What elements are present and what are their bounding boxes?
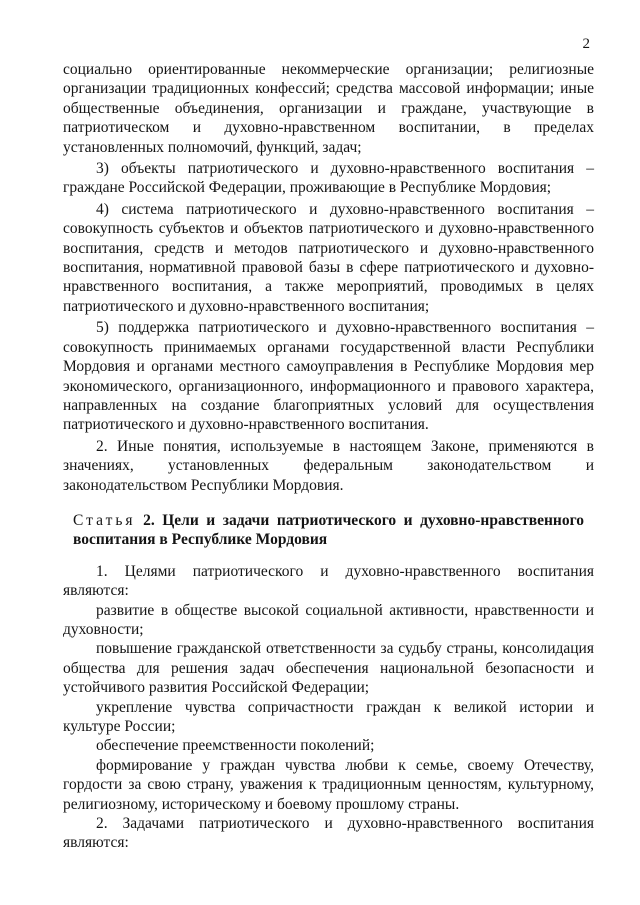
article-heading xyxy=(63,511,594,550)
paragraph-subjects-continued: социально ориентированные некоммерческие организации; религиозные организации традиционных конфессий; средства массовой информации; иные общественные объединения, организации и граждане, участвующие в патриотическом и духовно-нравственном воспитании, в пределах установленных полномочий, функций, задач; xyxy=(63,61,594,156)
paragraph-definition-4: 4) система патриотического и духовно-нравственного воспитания – совокупность субъектов и объектов патриотического и духовно-нравственного воспитания, средств и методов патриотического и духовно-нравственного воспитания, нормативной правовой базы в сфере патриотического и духовно-нравственного воспитания, а также мероприятий, проводимых в целях патриотического и духовно-нравственного воспитания; xyxy=(63,200,594,315)
paragraph-goals-intro: 1. Целями патриотического и духовно-нравственного воспитания являются: xyxy=(63,562,594,600)
article-number: 2. xyxy=(143,511,155,529)
paragraph-other-terms: 2. Иные понятия, используемые в настоящем Законе, применяются в значениях, установленных федеральным законодательством и законодательством Республики Мордовия. xyxy=(63,437,594,494)
paragraph-goal-1: развитие в обществе высокой социальной активности, нравственности и духовности; xyxy=(63,601,594,638)
page-number: 2 xyxy=(582,36,590,52)
paragraph-goal-3: укрепление чувства сопричастности граждан к великой истории и культуре России; xyxy=(63,698,594,735)
article-word: Статья xyxy=(73,511,136,529)
paragraph-goal-5: формирование у граждан чувства любви к семье, своему Отечеству, гордости за свою страну, уважения к традиционным ценностям, культурному, религиозному, историческому и боевому прошлому страны. xyxy=(63,756,594,813)
article-title: Цели и задачи патриотического и духовно-нравственного воспитания в Республике Мордовия xyxy=(73,511,585,549)
paragraph-definition-5: 5) поддержка патриотического и духовно-нравственного воспитания – совокупность принимаемых органами государственной власти Республики Мордовия и органами местного самоуправления в Республике Мордовия мер экономического, организационного, информационного и правового характера, направленных на создание благоприятных условий для осуществления патриотического и духовно-нравственного воспитания. xyxy=(63,319,594,434)
paragraph-goal-4: обеспечение преемственности поколений; xyxy=(96,737,375,755)
document-body xyxy=(63,60,594,853)
paragraph-goal-2: повышение гражданской ответственности за судьбу страны, консолидация общества для решения задач обеспечения национальной безопасности и устойчивого развития Российской Федерации; xyxy=(63,640,594,697)
paragraph-definition-3: 3) объекты патриотического и духовно-нравственного воспитания – граждане Российской Федерации, проживающие в Республике Мордовия; xyxy=(63,160,594,197)
paragraph-tasks-intro: 2. Задачами патриотического и духовно-нравственного воспитания являются: xyxy=(63,815,594,852)
